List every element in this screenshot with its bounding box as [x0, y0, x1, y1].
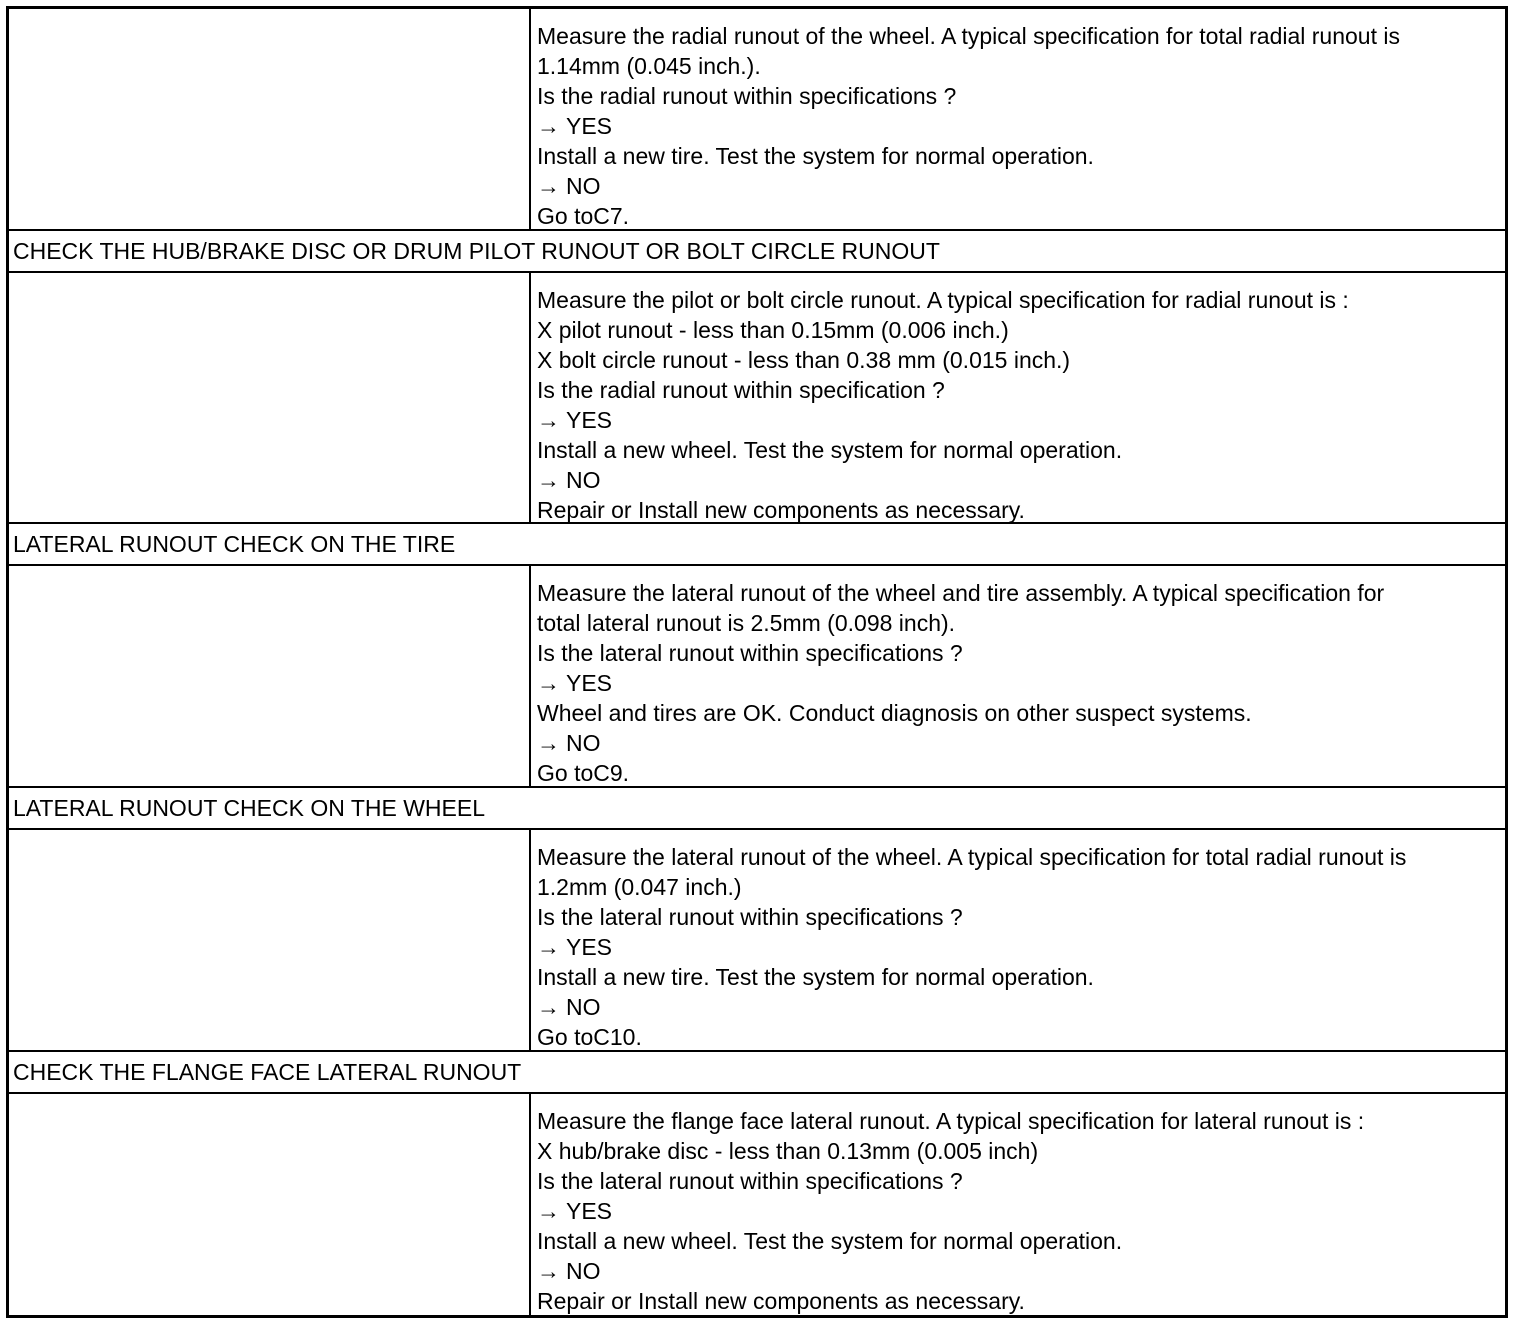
section-header: CHECK THE FLANGE FACE LATERAL RUNOUT [13, 1058, 522, 1085]
instruction-line: Install a new tire. Test the system for normal operation. [537, 964, 1094, 990]
branch-label: YES [566, 934, 613, 960]
instruction-line: Go toC7. [537, 203, 630, 229]
instruction-line: 1.2mm (0.047 inch.) [537, 874, 742, 900]
arrow-right-icon: → [537, 113, 560, 139]
instruction-line: Measure the flange face lateral runout. A typical specification for lateral runout is : [537, 1108, 1365, 1134]
section-content-row [9, 830, 1505, 1052]
branch-label: YES [566, 670, 613, 696]
step-number-cell [9, 9, 531, 229]
instruction-line: Measure the lateral runout of the wheel. A typical specification for total radial runout is [537, 844, 1407, 870]
instruction-line: Is the lateral runout within specifications ? [537, 640, 963, 666]
yes-branch [537, 932, 1499, 962]
arrow-right-icon: → [537, 173, 560, 199]
no-branch [537, 171, 1499, 201]
branch-label: NO [566, 173, 601, 199]
instruction-line: 1.14mm (0.045 inch.). [537, 53, 761, 79]
section-header-row [9, 524, 1505, 566]
instruction-line: X bolt circle runout - less than 0.38 mm (0.015 inch.) [537, 347, 1071, 373]
no-branch [537, 728, 1499, 758]
instruction-line: Measure the lateral runout of the wheel and tire assembly. A typical specification for [537, 580, 1385, 606]
arrow-right-icon: → [537, 994, 560, 1020]
section-header-row [9, 788, 1505, 830]
instruction-cell [531, 9, 1505, 229]
branch-label: YES [566, 1198, 613, 1224]
yes-branch [537, 668, 1499, 698]
procedure-table [6, 6, 1508, 1318]
yes-branch [537, 405, 1499, 435]
section-header-row [9, 231, 1505, 273]
section-header: LATERAL RUNOUT CHECK ON THE WHEEL [13, 794, 486, 821]
instruction-cell [531, 273, 1505, 522]
arrow-right-icon: → [537, 730, 560, 756]
instruction-cell [531, 1094, 1505, 1315]
instruction-line: Go toC10. [537, 1024, 642, 1050]
no-branch [537, 992, 1499, 1022]
instruction-line: Install a new tire. Test the system for normal operation. [537, 143, 1094, 169]
instruction-line: X hub/brake disc - less than 0.13mm (0.005 inch) [537, 1138, 1039, 1164]
instruction-line: Measure the pilot or bolt circle runout. A typical specification for radial runout is : [537, 287, 1349, 313]
arrow-right-icon: → [537, 407, 560, 433]
instruction-line: Is the lateral runout within specifications ? [537, 904, 963, 930]
section-content-row [9, 9, 1505, 231]
instruction-line: X pilot runout - less than 0.15mm (0.006 inch.) [537, 317, 1009, 343]
instruction-line: Install a new wheel. Test the system for normal operation. [537, 437, 1123, 463]
step-number-cell [9, 566, 531, 786]
arrow-right-icon: → [537, 670, 560, 696]
section-header: CHECK THE HUB/BRAKE DISC OR DRUM PILOT RUNOUT OR BOLT CIRCLE RUNOUT [13, 237, 940, 264]
branch-label: NO [566, 730, 601, 756]
step-number-cell [9, 1094, 531, 1315]
instruction-line: Repair or Install new components as necessary. [537, 1288, 1025, 1314]
step-number-cell [9, 273, 531, 522]
arrow-right-icon: → [537, 1198, 560, 1224]
arrow-right-icon: → [537, 1258, 560, 1284]
instruction-line: Install a new wheel. Test the system for normal operation. [537, 1228, 1123, 1254]
section-header-row [9, 1052, 1505, 1094]
branch-label: NO [566, 467, 601, 493]
yes-branch [537, 111, 1499, 141]
instruction-line: Measure the radial runout of the wheel. A typical specification for total radial runout is [537, 23, 1400, 49]
instruction-line: total lateral runout is 2.5mm (0.098 inch). [537, 610, 956, 636]
no-branch [537, 465, 1499, 495]
no-branch [537, 1256, 1499, 1286]
step-number-cell [9, 830, 531, 1050]
instruction-line: Is the radial runout within specification ? [537, 377, 945, 403]
instruction-cell [531, 830, 1505, 1050]
instruction-line: Is the lateral runout within specifications ? [537, 1168, 963, 1194]
arrow-right-icon: → [537, 934, 560, 960]
arrow-right-icon: → [537, 467, 560, 493]
branch-label: YES [566, 113, 613, 139]
branch-label: NO [566, 1258, 601, 1284]
branch-label: YES [566, 407, 613, 433]
instruction-line: Repair or Install new components as necessary. [537, 497, 1025, 523]
section-content-row [9, 1094, 1505, 1315]
instruction-line: Go toC9. [537, 760, 630, 786]
instruction-cell [531, 566, 1505, 786]
branch-label: NO [566, 994, 601, 1020]
yes-branch [537, 1196, 1499, 1226]
instruction-line: Wheel and tires are OK. Conduct diagnosis on other suspect systems. [537, 700, 1252, 726]
section-content-row [9, 273, 1505, 524]
instruction-line: Is the radial runout within specifications ? [537, 83, 957, 109]
section-content-row [9, 566, 1505, 788]
section-header: LATERAL RUNOUT CHECK ON THE TIRE [13, 530, 456, 557]
